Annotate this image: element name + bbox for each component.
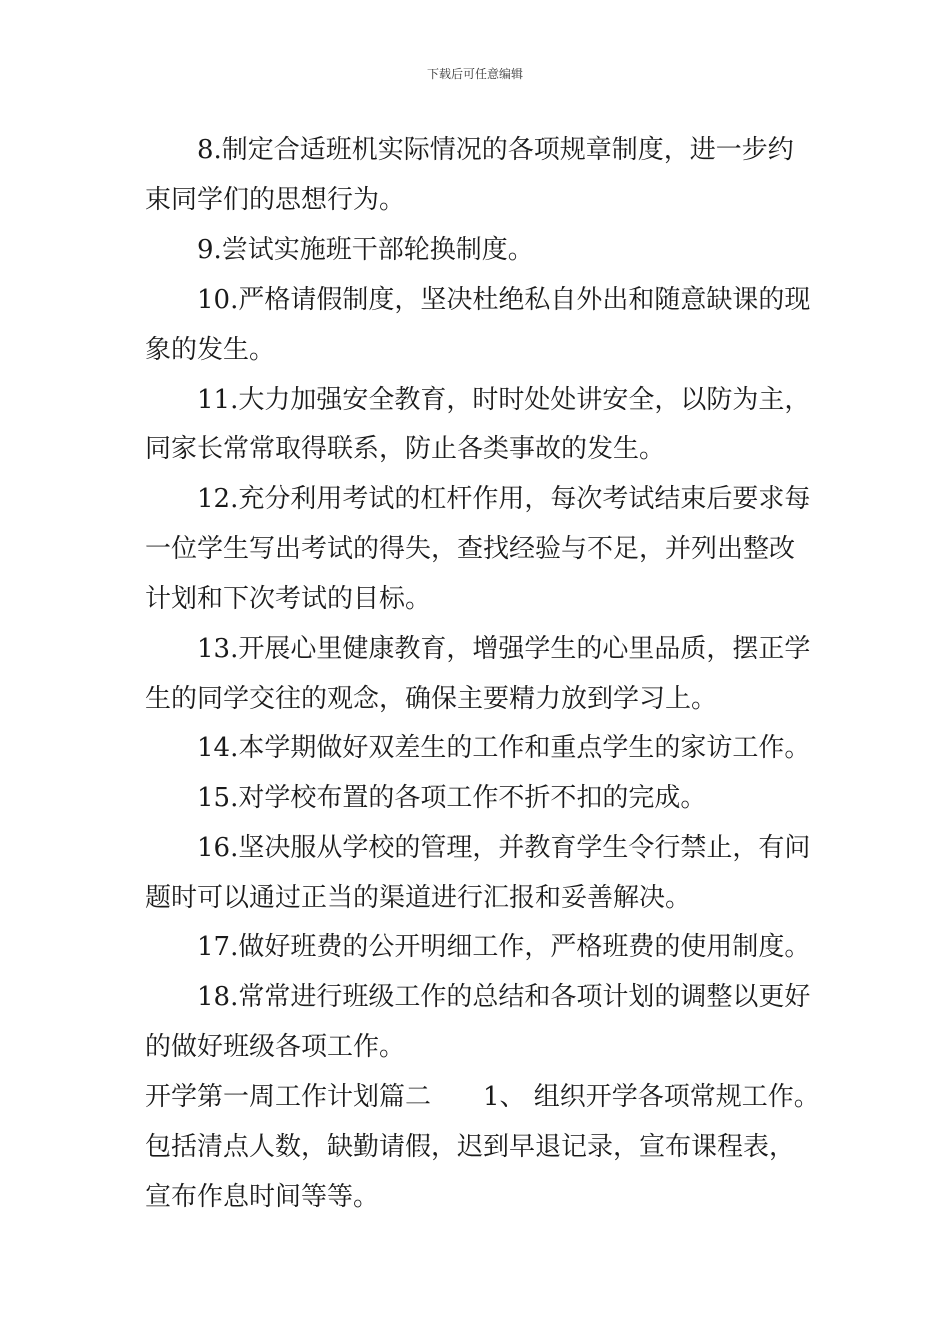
text-line: 同家长常常取得联系，防止各类事故的发生。 [145, 434, 666, 464]
text-line: 18.常常进行班级工作的总结和各项计划的调整以更好 [197, 982, 811, 1012]
text-line: 生的同学交往的观念，确保主要精力放到学习上。 [145, 684, 718, 714]
text-line: 17.做好班费的公开明细工作，严格班费的使用制度。 [197, 932, 811, 962]
text-line: 15.对学校布置的各项工作不折不扣的完成。 [197, 783, 707, 813]
text-line: 包括清点人数，缺勤请假，迟到早退记录，宣布课程表， [145, 1132, 796, 1162]
text-line: 束同学们的思想行为。 [145, 185, 406, 215]
text-line: 11.大力加强安全教育，时时处处讲安全，以防为主， [197, 385, 811, 415]
text-line: 16.坚决服从学校的管理，并教育学生令行禁止，有问 [197, 833, 811, 863]
text-line: 一位学生写出考试的得失，查找经验与不足，并列出整改 [145, 534, 796, 564]
text-line: 8.制定合适班机实际情况的各项规章制度，进一步约 [197, 135, 794, 165]
text-line: 宣布作息时间等等。 [145, 1182, 380, 1212]
text-line: 14.本学期做好双差生的工作和重点学生的家访工作。 [197, 733, 811, 763]
text-line: 象的发生。 [145, 335, 276, 365]
section-heading-line: 开学第一周工作计划篇二 1、 组织开学各项常规工作。 [145, 1082, 820, 1112]
text-line: 题时可以通过正当的渠道进行汇报和妥善解决。 [145, 883, 692, 913]
text-line: 12.充分利用考试的杠杆作用，每次考试结束后要求每 [197, 484, 811, 514]
text-line: 9.尝试实施班干部轮换制度。 [197, 235, 534, 265]
text-line: 的做好班级各项工作。 [145, 1032, 406, 1062]
text-line: 计划和下次考试的目标。 [145, 584, 432, 614]
page-header: 下载后可任意编辑 [426, 67, 523, 81]
text-line: 10.严格请假制度，坚决杜绝私自外出和随意缺课的现 [197, 285, 811, 315]
text-line: 13.开展心里健康教育，增强学生的心里品质，摆正学 [197, 634, 811, 664]
